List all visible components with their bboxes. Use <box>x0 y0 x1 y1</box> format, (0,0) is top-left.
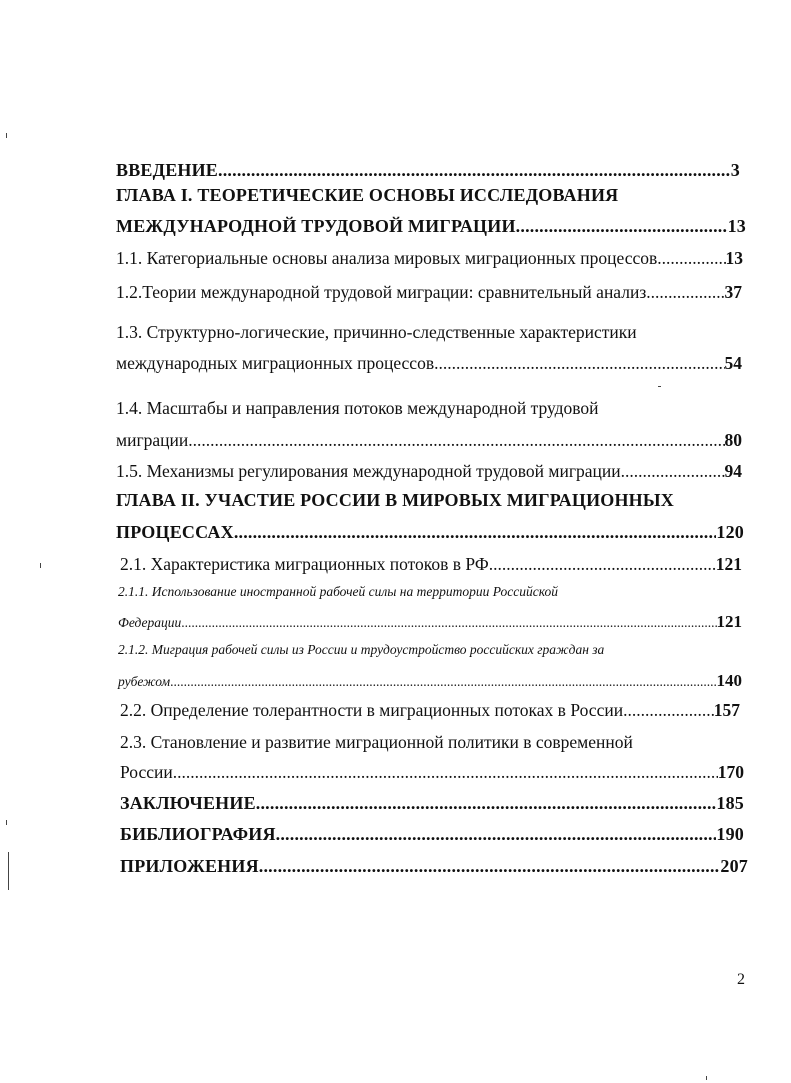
toc-entry-1-3[interactable] <box>116 353 742 374</box>
toc-leader <box>657 248 725 269</box>
toc-chapter-2-line1[interactable]: ГЛАВА II. УЧАСТИЕ РОССИИ В МИРОВЫХ МИГРАЦИОННЫХ <box>116 490 674 510</box>
toc-title: России <box>120 762 173 782</box>
page-number: 2 <box>737 971 745 988</box>
toc-leader <box>218 160 731 181</box>
toc-leader <box>173 762 718 783</box>
toc-title: миграции <box>116 430 189 450</box>
toc-entry-2-1-2[interactable] <box>118 671 742 691</box>
toc-chapter-1-line1[interactable]: ГЛАВА I. ТЕОРЕТИЧЕСКИЕ ОСНОВЫ ИССЛЕДОВАНИЯ <box>116 185 619 205</box>
toc-page: 80 <box>724 430 742 450</box>
toc-entry-2-1-1-line1[interactable]: 2.1.1. Использование иностранной рабочей силы на территории Российской <box>118 584 559 599</box>
toc-entry-chapter-1[interactable] <box>116 216 746 237</box>
toc-entry-1-4-line1[interactable]: 1.4. Масштабы и направления потоков международной трудовой <box>116 398 599 418</box>
toc-title: ЗАКЛЮЧЕНИЕ <box>120 793 256 813</box>
toc-title: БИБЛИОГРАФИЯ <box>120 824 276 844</box>
toc-title: МЕЖДУНАРОДНОЙ ТРУДОВОЙ МИГРАЦИИ <box>116 216 516 236</box>
scan-speck <box>40 563 41 568</box>
toc-title: 1.5. Механизмы регулирования международной трудовой миграции <box>116 461 621 481</box>
toc-leader <box>646 282 724 303</box>
toc-entry-2-1-1[interactable] <box>118 612 742 632</box>
toc-title: международных миграционных процессов <box>116 353 435 373</box>
toc-leader <box>188 430 724 451</box>
toc-page: 3 <box>730 160 740 180</box>
toc-entry-1-3-line1[interactable]: 1.3. Структурно-логические, причинно-следственные характеристики <box>116 322 637 342</box>
toc-leader <box>256 793 717 814</box>
toc-leader <box>234 522 717 543</box>
toc-page: 120 <box>716 522 744 542</box>
toc-title: 2.2. Определение толерантности в миграционных потоках в России <box>120 700 624 720</box>
toc-page: 185 <box>716 793 744 813</box>
toc-leader <box>170 674 716 690</box>
toc-title: ПРИЛОЖЕНИЯ <box>120 856 259 876</box>
toc-page: 94 <box>724 461 742 481</box>
toc-entry-1-1[interactable] <box>116 248 743 269</box>
toc-page: 54 <box>724 353 742 373</box>
toc-title: Федерации <box>118 615 182 630</box>
toc-page: 190 <box>716 824 744 844</box>
toc-page: 140 <box>716 671 742 690</box>
toc-title: ПРОЦЕССАХ <box>116 522 234 542</box>
toc-entry-1-5[interactable] <box>116 461 742 482</box>
toc-entry-1-2[interactable] <box>116 282 742 303</box>
toc-entry-2-1-2-line1[interactable]: 2.1.2. Миграция рабочей силы из России и трудоустройство российских граждан за <box>118 642 605 657</box>
toc-leader <box>623 700 714 721</box>
toc-entry-1-4[interactable] <box>116 430 742 451</box>
toc-entry-conclusion[interactable] <box>120 793 744 814</box>
toc-page: 121 <box>715 554 742 574</box>
toc-leader <box>621 461 725 482</box>
toc-entry-2-3[interactable] <box>120 762 744 783</box>
toc-entry-bibliography[interactable] <box>120 824 744 845</box>
toc-leader <box>489 554 716 575</box>
toc-leader <box>181 615 716 631</box>
toc-page: 13 <box>725 248 743 268</box>
scan-speck <box>706 1076 707 1080</box>
toc-title: рубежом <box>118 674 171 689</box>
scan-speck <box>8 852 9 890</box>
scan-speck <box>6 133 7 138</box>
toc-title: 2.1. Характеристика миграционных потоков в РФ <box>120 554 489 574</box>
toc-page: 13 <box>727 216 746 236</box>
toc-leader <box>434 353 724 374</box>
toc-leader <box>259 856 721 877</box>
toc-leader <box>276 824 717 845</box>
toc-entry-chapter-2[interactable] <box>116 522 744 543</box>
toc-page: 170 <box>717 762 744 782</box>
toc-entry-intro[interactable] <box>116 160 740 181</box>
toc-title: 1.1. Категориальные основы анализа мировых миграционных процессов <box>116 248 658 268</box>
toc-page: 121 <box>716 612 742 631</box>
toc-page: 207 <box>720 856 748 876</box>
toc-title: ВВЕДЕНИЕ <box>116 160 219 180</box>
scan-speck <box>658 386 661 387</box>
toc-page: 157 <box>713 700 740 720</box>
toc-title: 1.2.Теории международной трудовой миграции: сравнительный анализ <box>116 282 647 302</box>
toc-entry-2-2[interactable] <box>120 700 740 721</box>
toc-entry-appendices[interactable] <box>120 856 748 877</box>
scan-speck <box>6 820 7 825</box>
toc-entry-2-3-line1[interactable]: 2.3. Становление и развитие миграционной политики в современной <box>120 732 633 752</box>
toc-page: 37 <box>724 282 742 302</box>
toc-leader <box>516 216 728 237</box>
toc-entry-2-1[interactable] <box>120 554 742 575</box>
